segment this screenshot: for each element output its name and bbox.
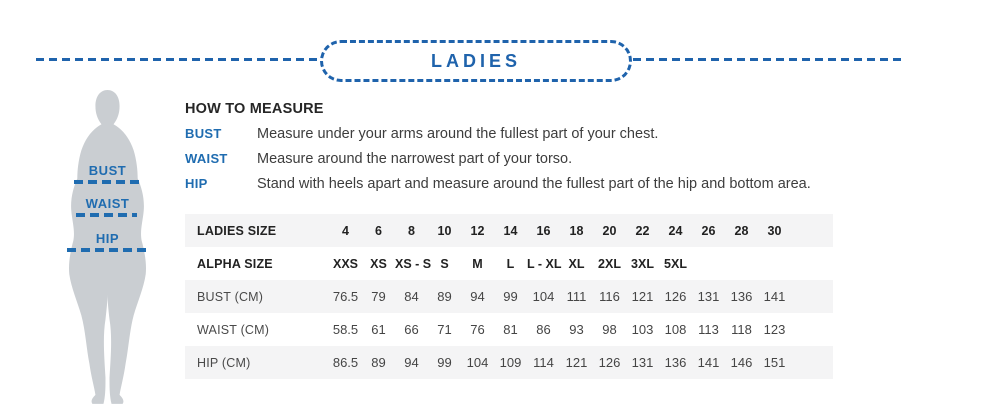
table-cell: S	[440, 256, 449, 271]
table-row-label: HIP (CM)	[197, 355, 251, 370]
table-cell: 20	[602, 223, 617, 238]
table-cell: 111	[566, 289, 587, 304]
how-to-measure-section	[185, 101, 885, 201]
table-cell: 146	[730, 355, 753, 370]
table-cell: 24	[668, 223, 683, 238]
table-cell: 121	[631, 289, 654, 304]
banner-dash-left	[36, 58, 320, 61]
table-cell: 10	[437, 223, 452, 238]
table-cell: M	[472, 256, 483, 271]
table-cell: 16	[536, 223, 551, 238]
table-cell: 2XL	[598, 256, 621, 271]
table-row-label: WAIST (CM)	[197, 322, 270, 337]
table-cell: 151	[763, 355, 786, 370]
figure-hip-dash-line	[67, 248, 147, 252]
table-row-label: ALPHA SIZE	[197, 256, 273, 271]
measure-label-bust: BUST	[185, 126, 222, 141]
table-cell: 86.5	[332, 355, 359, 370]
table-cell: 84	[404, 289, 419, 304]
table-cell: 131	[697, 289, 720, 304]
table-cell: 8	[408, 223, 415, 238]
table-cell: 26	[701, 223, 716, 238]
table-cell: 116	[599, 289, 620, 304]
table-cell: 104	[532, 289, 555, 304]
table-cell: 108	[664, 322, 687, 337]
table-cell: 6	[375, 223, 382, 238]
table-cell: 141	[697, 355, 720, 370]
table-row	[185, 280, 833, 313]
table-cell: 94	[470, 289, 485, 304]
measure-text-bust: Measure under your arms around the fullest part of your chest.	[257, 126, 659, 142]
table-row	[185, 214, 833, 247]
table-cell: 99	[437, 355, 452, 370]
table-cell: XL	[568, 256, 585, 271]
table-cell: 136	[730, 289, 753, 304]
table-cell: 58.5	[332, 322, 359, 337]
table-row	[185, 247, 833, 280]
table-cell: 94	[404, 355, 419, 370]
table-cell: XS - S	[395, 256, 432, 271]
table-cell: 66	[404, 322, 419, 337]
figure-bust-label: BUST	[88, 163, 127, 178]
table-cell: 141	[763, 289, 786, 304]
table-cell: 93	[569, 322, 584, 337]
measure-label-hip: HIP	[185, 176, 208, 191]
measure-row-hip	[185, 176, 885, 201]
table-cell: 28	[734, 223, 749, 238]
size-table	[185, 214, 833, 379]
table-cell: 12	[470, 223, 485, 238]
table-cell: 104	[466, 355, 489, 370]
table-cell: 30	[767, 223, 782, 238]
table-row	[185, 313, 833, 346]
table-cell: 22	[635, 223, 650, 238]
table-cell: 126	[664, 289, 687, 304]
table-cell: 71	[437, 322, 452, 337]
table-cell: 123	[763, 322, 786, 337]
figure-waist-label: WAIST	[85, 196, 130, 211]
table-cell: XXS	[332, 256, 358, 271]
banner-dash-right	[633, 58, 905, 61]
table-cell: 109	[499, 355, 522, 370]
table-cell: 4	[342, 223, 349, 238]
measure-text-hip: Stand with heels apart and measure around the fullest part of the hip and bottom area.	[257, 176, 811, 192]
figure-waist-dash-line	[76, 213, 137, 217]
table-cell: 113	[698, 322, 719, 337]
table-row-label: BUST (CM)	[197, 289, 264, 304]
table-row-label: LADIES SIZE	[197, 223, 277, 238]
table-cell: 103	[631, 322, 654, 337]
table-cell: 121	[565, 355, 588, 370]
banner-title: LADIES	[430, 50, 521, 71]
table-cell: 14	[503, 223, 518, 238]
measure-label-waist: WAIST	[185, 151, 228, 166]
table-cell: 89	[371, 355, 386, 370]
table-cell: 3XL	[631, 256, 654, 271]
table-cell: 61	[371, 322, 386, 337]
table-cell: L - XL	[527, 256, 562, 271]
table-cell: 81	[503, 322, 518, 337]
table-cell: 5XL	[664, 256, 687, 271]
ladies-banner-pill	[320, 40, 632, 82]
how-to-measure-title: HOW TO MEASURE	[185, 101, 324, 117]
table-cell: 76	[470, 322, 485, 337]
table-cell: 18	[569, 223, 584, 238]
table-cell: 114	[533, 355, 554, 370]
table-cell: L	[506, 256, 515, 271]
table-cell: 131	[631, 355, 654, 370]
measure-row-bust	[185, 126, 885, 151]
table-cell: 79	[371, 289, 386, 304]
table-row	[185, 346, 833, 379]
measure-text-waist: Measure around the narrowest part of your torso.	[257, 151, 573, 167]
table-cell: XS	[370, 256, 387, 271]
table-cell: 86	[536, 322, 551, 337]
figure-hip-label: HIP	[95, 231, 120, 246]
table-cell: 118	[731, 322, 752, 337]
table-cell: 98	[602, 322, 617, 337]
figure-bust-dash-line	[74, 180, 142, 184]
table-cell: 126	[598, 355, 621, 370]
table-cell: 76.5	[332, 289, 359, 304]
table-cell: 136	[664, 355, 687, 370]
table-cell: 89	[437, 289, 452, 304]
measure-row-waist	[185, 151, 885, 176]
body-measurement-figure	[40, 88, 175, 415]
table-cell: 99	[503, 289, 518, 304]
